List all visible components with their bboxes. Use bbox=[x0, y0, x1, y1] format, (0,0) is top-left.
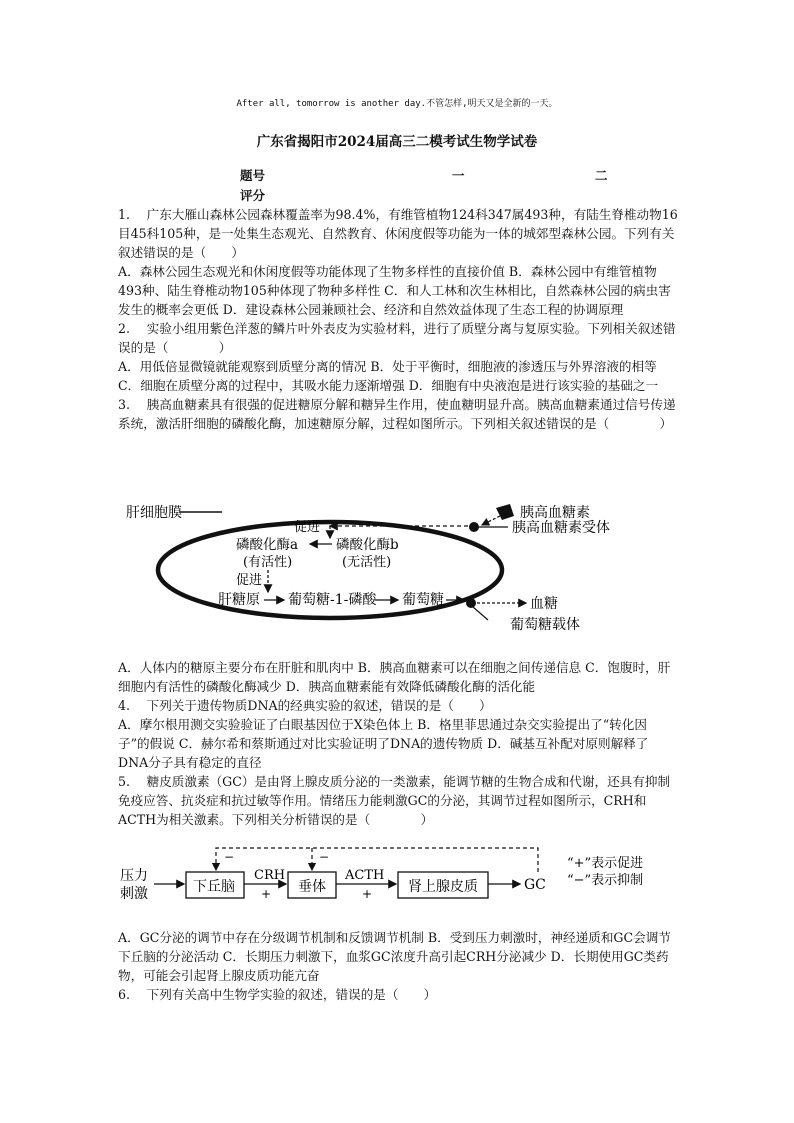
score-table-col2: 二 bbox=[595, 168, 608, 183]
receptor-dot bbox=[469, 522, 479, 532]
crh-plus-sign: + bbox=[261, 887, 272, 901]
question-2-options: A．用低倍显微镜就能观察到质壁分离的情况 B．处于平衡时，细胞液的渗透压与外界溶液的相等 C．细胞在质壁分离的过程中，其吸水能力逐渐增强 D．细胞有中央液泡是进行该实验的基础之一 bbox=[118, 359, 659, 393]
question-5-stem: 5. 糖皮质激素（GC）是由肾上腺皮质分泌的一类激素，能调节糖的生物合成和代谢，还具有抑制免疫应答、抗炎症和抗过敏等作用。情绪压力能刺激GC的分泌，其调节过程如图所示，CRH和ACTH为相关激素。下列相关分析错误的是（ ） bbox=[118, 774, 671, 827]
pituitary-label: 垂体 bbox=[298, 879, 326, 895]
question-6-stem: 6. 下列有关高中生物学实验的叙述，错误的是（ ） bbox=[118, 987, 437, 1002]
page-title: 广东省揭阳市2024届高三二模考试生物学试卷 bbox=[256, 134, 538, 150]
legend-minus: “−”表示抑制 bbox=[567, 873, 644, 888]
question-3-4-5 bbox=[118, 658, 678, 829]
question-5-options: A．GC分泌的调节中存在分级调节机制和反馈调节机制 B．受到压力刺激时，神经递质和GC会调节下丘脑的分泌活动 C．长期压力刺激下，血浆GC浓度升高引起CRH分泌减少 D．长期使用GC类药物，可能会引起肾上腺皮质功能亢奋 bbox=[118, 930, 671, 983]
enzyme-a-state: (有活性) bbox=[243, 555, 293, 570]
blood-sugar-label: 血糖 bbox=[530, 596, 558, 612]
glycogen-label: 肝糖原 bbox=[218, 592, 260, 608]
enzyme-b-state: (无活性) bbox=[342, 555, 392, 570]
crh-label: CRH bbox=[254, 868, 286, 883]
score-table bbox=[240, 166, 640, 206]
question-2-stem: 2. 实验小组用紫色洋葱的鳞片叶外表皮为实验材料，进行了质壁分离与复原实验。下列相关叙述错误的是（ ） bbox=[118, 321, 676, 355]
question-3-stem: 3. 胰高血糖素具有很强的促进糖原分解和糖异生作用，使血糖明显升高。胰高血糖素通过信号传递系统，激活肝细胞的磷酸化酶，加速糖原分解，过程如图所示。下列相关叙述错误的是（ ） bbox=[118, 397, 676, 431]
receptor-label: 胰高血糖素受体 bbox=[512, 520, 610, 536]
membrane-label: 肝细胞膜 bbox=[126, 505, 182, 521]
question-4-stem: 4. 下列关于遗传物质DNA的经典实验的叙述，错误的是（ ） bbox=[118, 698, 492, 713]
glucose-label: 葡萄糖 bbox=[402, 592, 444, 608]
question-4-options: A．摩尔根用测交实验验证了白眼基因位于X染色体上 B．格里菲思通过杂交实验提出了“转化因子”的假说 C．赫尔希和蔡斯通过对比实验证明了DNA的遗传物质 D．碱基互补配对原则解释了DNA分子具有稳定的直径 bbox=[118, 717, 649, 770]
question-1-options: A．森林公园生态观光和休闲度假等功能体现了生物多样性的直接价值 B．森林公园中有维管植物493种、陆生脊椎动物105种体现了物种多样性 C．和人工林和次生林相比，自然森林公园的病虫害发生的概率会更低 D．建设森林公园兼顾社会、经济和自然效益体现了生态工程的协调原理 bbox=[118, 264, 671, 317]
legend-plus: “+”表示促进 bbox=[567, 856, 644, 871]
feedback-minus-pituitary: − bbox=[319, 850, 330, 864]
question-3-options: A．人体内的糖原主要分布在肝脏和肌肉中 B．胰高血糖素可以在细胞之间传递信息 C．饱腹时，肝细胞内有活性的磷酸化酶减少 D．胰高血糖素能有效降低磷酸化酶的活化能 bbox=[118, 660, 671, 694]
gc-label: GC bbox=[524, 877, 546, 893]
header-motto: After all, tomorrow is another day.不管怎样,明天又是全新的一天。 bbox=[236, 99, 558, 109]
score-table-col1: 一 bbox=[452, 168, 465, 183]
carrier-label: 葡萄糖载体 bbox=[510, 617, 580, 633]
question-5-6 bbox=[118, 928, 678, 1004]
acth-label: ACTH bbox=[345, 868, 385, 883]
glucagon-label: 胰高血糖素 bbox=[520, 505, 590, 521]
question-1 bbox=[118, 205, 678, 433]
stimulus-label-line1: 压力 bbox=[120, 868, 148, 884]
stimulus-label-line2: 刺激 bbox=[120, 886, 148, 902]
question-1-stem: 1. 广东大雁山森林公园森林覆盖率为98.4%，有维管植物124科347属493种，有陆生脊椎动物16目45科105种，是一处集生态观光、自然教育、休闲度假等功能为一体的城郊型森林公园。下列有关叙述错误的是（ ） bbox=[118, 207, 678, 260]
score-table-row-label: 评分 bbox=[240, 188, 266, 203]
adrenal-label: 肾上腺皮质 bbox=[408, 879, 478, 895]
feedback-minus-hypothalamus: − bbox=[224, 850, 235, 864]
acth-plus-sign: + bbox=[362, 887, 373, 901]
enzyme-b-label: 磷酸化酶b bbox=[336, 537, 399, 553]
hpa-axis-figure bbox=[118, 836, 678, 912]
score-table-header: 题号 bbox=[240, 168, 266, 183]
enzyme-a-label: 磷酸化酶a bbox=[236, 537, 299, 553]
glucagon-molecule-icon bbox=[496, 504, 514, 520]
promote-left-label: 促进 bbox=[236, 573, 263, 588]
g1p-label: 葡萄糖-1-磷酸 bbox=[288, 592, 377, 608]
hypothalamus-label: 下丘脑 bbox=[193, 879, 235, 895]
carrier-dot bbox=[466, 598, 476, 608]
glucagon-pathway-figure bbox=[118, 496, 638, 644]
promote-top-label: 促进 bbox=[294, 520, 321, 535]
